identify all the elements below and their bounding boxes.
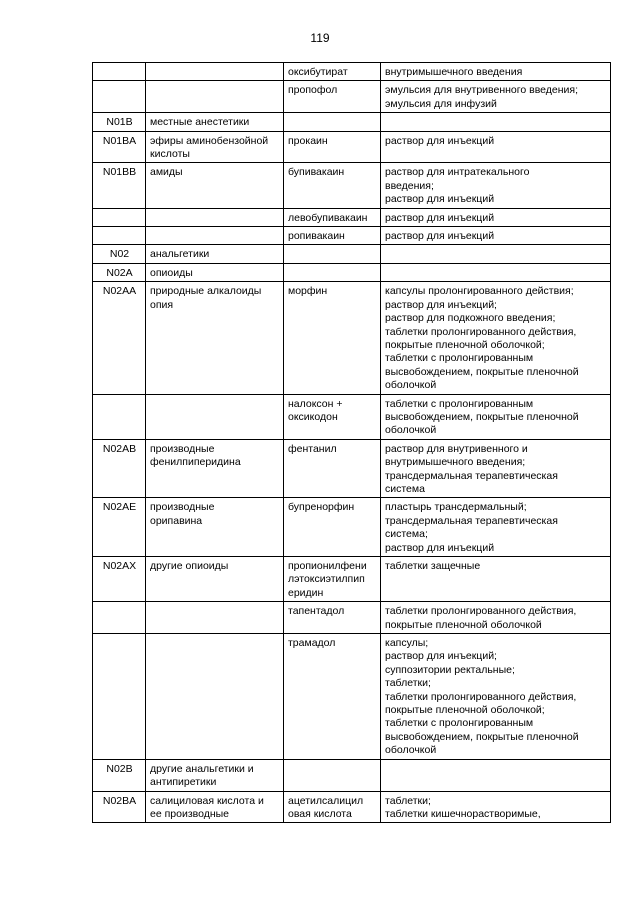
dosage-form-cell — [381, 163, 611, 208]
dosage-form-line: высвобождением, покрытые пленочной — [385, 365, 579, 378]
dosage-form-line: раствор для внутривенного и — [385, 442, 528, 455]
group-name-cell — [146, 163, 284, 208]
drug-table — [92, 62, 611, 823]
group-name-cell — [146, 227, 284, 245]
dosage-form-line: раствор для инъекций — [385, 541, 495, 554]
group-name-cell — [146, 439, 284, 498]
dosage-form-line: эмульсия для внутривенного введения; — [385, 84, 578, 97]
dosage-form-line: раствор для инъекций — [385, 211, 495, 224]
dosage-form-cell — [381, 63, 611, 81]
group-name-cell — [146, 63, 284, 81]
drug-name-cell — [284, 163, 381, 208]
dosage-form-line: внутримышечного введения — [385, 66, 523, 78]
dosage-form-line: таблетки пролонгированного действия, — [385, 690, 577, 703]
dosage-form-cell — [381, 263, 611, 281]
dosage-form-cell — [381, 602, 611, 634]
table-row — [93, 113, 611, 131]
dosage-form-line: таблетки; — [385, 677, 431, 690]
dosage-form-line: раствор для подкожного введения; — [385, 312, 556, 325]
group-name-line: производные — [150, 442, 215, 455]
dosage-form-line: таблетки пролонгированного действия, — [385, 605, 577, 618]
group-name-line: другие анальгетики и — [150, 762, 254, 775]
dosage-form-line: оболочкой — [385, 744, 437, 757]
dosage-form-line: раствор для инъекций; — [385, 650, 497, 663]
group-name-cell — [146, 131, 284, 163]
dosage-form-line: эмульсия для инфузий — [385, 97, 497, 110]
dosage-form-cell — [381, 557, 611, 602]
group-name-line: производные — [150, 501, 215, 514]
drug-name-cell — [284, 634, 381, 760]
dosage-form-line: таблетки с пролонгированным — [385, 397, 534, 410]
dosage-form-line: раствор для инъекций; — [385, 298, 497, 311]
group-name-cell — [146, 113, 284, 131]
drug-name-cell — [284, 759, 381, 791]
table-body — [93, 63, 611, 823]
drug-name-line: оксикодон — [288, 410, 338, 423]
dosage-form-cell — [381, 791, 611, 823]
dosage-form-line: таблетки пролонгированного действия, — [385, 325, 577, 338]
drug-name-line: тапентадол — [288, 605, 345, 618]
drug-name-line: еридин — [288, 586, 324, 599]
group-name-cell — [146, 791, 284, 823]
atc-code-cell — [93, 227, 146, 245]
page-number: 119 — [310, 31, 330, 45]
group-name-line: другие опиоиды — [150, 560, 229, 572]
group-name-line: ее производные — [150, 807, 230, 820]
group-name-line: эфиры аминобензойной — [150, 134, 269, 147]
dosage-form-cell — [381, 227, 611, 245]
drug-name-line: трамадол — [288, 637, 336, 650]
dosage-form-cell — [381, 81, 611, 113]
drug-name-cell — [284, 602, 381, 634]
drug-name-cell — [284, 498, 381, 557]
drug-name-cell — [284, 63, 381, 81]
dosage-form-cell — [381, 759, 611, 791]
atc-code-cell: N01BB — [93, 163, 146, 208]
drug-name-cell — [284, 208, 381, 226]
atc-code-cell — [93, 208, 146, 226]
table-row — [93, 81, 611, 113]
atc-code-cell — [93, 634, 146, 760]
atc-code-cell — [93, 63, 146, 81]
group-name-cell — [146, 602, 284, 634]
drug-name-line: ропивакаин — [288, 230, 345, 243]
drug-name-cell — [284, 557, 381, 602]
drug-name-line: оксибутират — [288, 66, 348, 78]
group-name-line: орипавина — [150, 514, 203, 527]
drug-name-line: фентанил — [288, 442, 337, 455]
group-name-line: местные анестетики — [150, 116, 250, 129]
drug-name-cell — [284, 113, 381, 131]
dosage-form-line: таблетки; — [385, 794, 431, 807]
table-row — [93, 263, 611, 281]
drug-name-line: бупренорфин — [288, 501, 355, 514]
dosage-form-line: капсулы пролонгированного действия; — [385, 285, 574, 298]
drug-name-line: левобупивакаин — [288, 211, 368, 224]
dosage-form-line: оболочкой — [385, 424, 437, 437]
dosage-form-line: покрытые пленочной оболочкой; — [385, 338, 545, 351]
dosage-form-line: капсулы; — [385, 637, 429, 650]
dosage-form-line: покрытые пленочной оболочкой — [385, 618, 542, 631]
group-name-cell — [146, 81, 284, 113]
table-row — [93, 163, 611, 208]
dosage-form-line: раствор для инъекций — [385, 193, 495, 206]
table-row — [93, 282, 611, 394]
table-row — [93, 208, 611, 226]
atc-code-cell — [93, 81, 146, 113]
dosage-form-line: введения; — [385, 179, 434, 192]
dosage-form-line: таблетки защечные — [385, 560, 481, 572]
group-name-line: амиды — [150, 166, 183, 179]
dosage-form-line: система — [385, 482, 425, 495]
dosage-form-line: таблетки кишечнорастворимые, — [385, 807, 541, 820]
group-name-line: опия — [150, 298, 174, 311]
table-row — [93, 63, 611, 81]
table-row — [93, 439, 611, 498]
drug-name-cell — [284, 263, 381, 281]
dosage-form-line: пластырь трансдермальный; — [385, 501, 527, 514]
group-name-line: антипиретики — [150, 776, 217, 789]
group-name-line: анальгетики — [150, 248, 210, 261]
dosage-form-line: раствор для инъекций — [385, 230, 495, 243]
drug-name-cell — [284, 282, 381, 394]
dosage-form-line: система; — [385, 528, 428, 541]
group-name-line: опиоиды — [150, 266, 193, 279]
atc-code-cell — [93, 602, 146, 634]
dosage-form-line: таблетки с пролонгированным — [385, 352, 534, 365]
dosage-form-line: раствор для интратекального — [385, 166, 530, 179]
table-row — [93, 602, 611, 634]
atc-code-cell: N02 — [93, 245, 146, 263]
atc-code-cell: N02AX — [93, 557, 146, 602]
drug-name-cell — [284, 791, 381, 823]
table-row — [93, 759, 611, 791]
dosage-form-line: внутримышечного введения; — [385, 456, 526, 469]
drug-name-line: пропофол — [288, 84, 338, 97]
dosage-form-cell — [381, 131, 611, 163]
group-name-line: фенилпиперидина — [150, 456, 241, 469]
drug-name-cell — [284, 227, 381, 245]
drug-name-line: налоксон + — [288, 397, 343, 410]
dosage-form-line: таблетки с пролонгированным — [385, 717, 534, 730]
group-name-cell — [146, 208, 284, 226]
atc-code-cell: N01B — [93, 113, 146, 131]
drug-name-line: прокаин — [288, 134, 328, 147]
dosage-form-line: оболочкой — [385, 379, 437, 392]
group-name-line: кислоты — [150, 148, 190, 161]
dosage-form-cell — [381, 394, 611, 439]
dosage-form-line: суппозитории ректальные; — [385, 663, 515, 676]
table-row — [93, 791, 611, 823]
atc-code-cell: N02A — [93, 263, 146, 281]
dosage-form-cell — [381, 439, 611, 498]
drug-name-line: лэтоксиэтилпип — [288, 573, 365, 586]
table-row — [93, 394, 611, 439]
group-name-cell — [146, 394, 284, 439]
atc-code-cell: N02AA — [93, 282, 146, 394]
table-row — [93, 634, 611, 760]
dosage-form-cell — [381, 282, 611, 394]
group-name-cell — [146, 634, 284, 760]
table-row — [93, 227, 611, 245]
table-row — [93, 131, 611, 163]
dosage-form-cell — [381, 498, 611, 557]
atc-code-cell: N02AB — [93, 439, 146, 498]
atc-code-cell: N02B — [93, 759, 146, 791]
group-name-cell — [146, 245, 284, 263]
table-row — [93, 557, 611, 602]
group-name-cell — [146, 282, 284, 394]
drug-name-line: бупивакаин — [288, 166, 345, 179]
atc-code-cell: N02BA — [93, 791, 146, 823]
drug-name-cell — [284, 131, 381, 163]
drug-name-cell — [284, 394, 381, 439]
group-name-cell — [146, 557, 284, 602]
drug-name-cell — [284, 439, 381, 498]
atc-code-cell — [93, 394, 146, 439]
dosage-form-line: раствор для инъекций — [385, 134, 495, 147]
dosage-form-line: покрытые пленочной оболочкой; — [385, 704, 545, 717]
atc-code-cell: N01BA — [93, 131, 146, 163]
drug-name-line: ацетилсалицил — [288, 794, 364, 807]
group-name-cell — [146, 263, 284, 281]
dosage-form-line: трансдермальная терапевтическая — [385, 514, 558, 527]
drug-name-line: овая кислота — [288, 807, 352, 820]
table-row — [93, 498, 611, 557]
dosage-form-cell — [381, 634, 611, 760]
dosage-form-cell — [381, 245, 611, 263]
dosage-form-line: высвобождением, покрытые пленочной — [385, 730, 579, 743]
group-name-line: природные алкалоиды — [150, 285, 262, 298]
dosage-form-line: высвобождением, покрытые пленочной — [385, 410, 579, 423]
drug-name-cell — [284, 81, 381, 113]
group-name-cell — [146, 498, 284, 557]
drug-name-cell — [284, 245, 381, 263]
group-name-line: салициловая кислота и — [150, 794, 264, 807]
dosage-form-cell — [381, 208, 611, 226]
drug-name-line: пропионилфени — [288, 560, 367, 572]
dosage-form-line: трансдермальная терапевтическая — [385, 469, 558, 482]
dosage-form-cell — [381, 113, 611, 131]
group-name-cell — [146, 759, 284, 791]
atc-code-cell: N02AE — [93, 498, 146, 557]
drug-name-line: морфин — [288, 285, 328, 298]
table-row — [93, 245, 611, 263]
